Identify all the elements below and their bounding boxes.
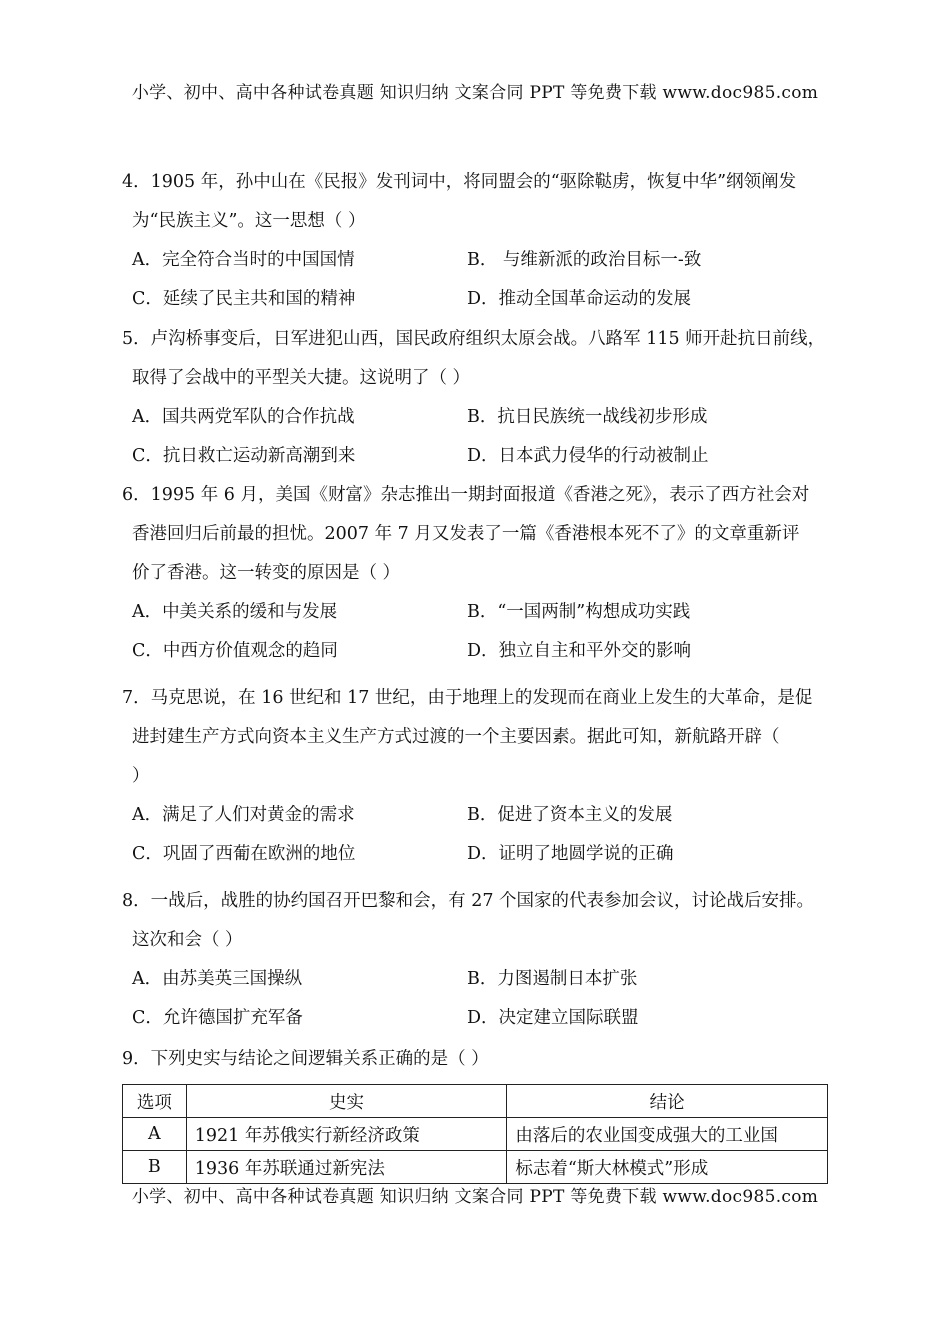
option-b: B．促进了资本主义的发展 — [467, 805, 673, 825]
option-d: D．证明了地圆学说的正确 — [467, 844, 674, 864]
table-header-cell: 史实 — [186, 1085, 507, 1118]
question-stem-line: 进封建生产方式向资本主义生产方式过渡的一个主要因素。据此可知，新航路开辟（ — [132, 727, 780, 747]
option-a: A．完全符合当时的中国国情 — [132, 250, 355, 270]
question-stem-line: 价了香港。这一转变的原因是（ ） — [132, 563, 401, 583]
option-d: D．决定建立国际联盟 — [467, 1008, 639, 1028]
question-stem-line: 8．一战后，战胜的协约国召开巴黎和会，有 27 个国家的代表参加会议，讨论战后安排。 — [122, 891, 815, 911]
option-c: C．巩固了西葡在欧洲的地位 — [132, 844, 356, 864]
option-d: D．推动全国革命运动的发展 — [467, 289, 692, 309]
option-a: A．中美关系的缓和与发展 — [132, 602, 338, 622]
table-header-row — [123, 1085, 828, 1118]
option-c: C．允许德国扩充军备 — [132, 1008, 303, 1028]
table-cell: 标志着“斯大林模式”形成 — [507, 1151, 828, 1184]
option-b: B．“一国两制”构想成功实践 — [467, 602, 691, 622]
page-header: 小学、初中、高中各种试卷真题 知识归纳 文案合同 PPT 等免费下载 www.doc985.com — [131, 83, 819, 103]
question-stem-line: 9．下列史实与结论之间逻辑关系正确的是（ ） — [122, 1049, 489, 1069]
table-cell: 1936 年苏联通过新宪法 — [186, 1151, 507, 1184]
option-d: D．日本武力侵华的行动被制止 — [467, 446, 709, 466]
question-stem-line: 取得了会战中的平型关大捷。这说明了（ ） — [132, 368, 471, 388]
table-row — [123, 1151, 828, 1184]
question-6 — [122, 476, 850, 671]
history-table — [122, 1084, 828, 1184]
question-8 — [122, 882, 850, 1038]
question-stem-line: 香港回归后前最的担忧。2007 年 7 月又发表了一篇《香港根本死不了》的文章重新评 — [132, 524, 800, 544]
table-header-cell: 选项 — [123, 1085, 187, 1118]
page-footer: 小学、初中、高中各种试卷真题 知识归纳 文案合同 PPT 等免费下载 www.doc985.com — [131, 1187, 819, 1207]
question-9 — [122, 1040, 850, 1079]
question-stem-line: 为“民族主义”。这一思想（ ） — [132, 211, 366, 231]
option-a: A．国共两党军队的合作抗战 — [132, 407, 355, 427]
question-5 — [122, 320, 850, 476]
table-cell: 1921 年苏俄实行新经济政策 — [186, 1118, 507, 1151]
table-cell: 由落后的农业国变成强大的工业国 — [507, 1118, 828, 1151]
option-c: C．抗日救亡运动新高潮到来 — [132, 446, 356, 466]
option-c: C．中西方价值观念的趋同 — [132, 641, 338, 661]
option-b: B．抗日民族统一战线初步形成 — [467, 407, 708, 427]
table-row — [123, 1118, 828, 1151]
table-cell: B — [123, 1151, 187, 1184]
question-stem-line: 7．马克思说，在 16 世纪和 17 世纪，由于地理上的发现而在商业上发生的大革命，是促 — [122, 688, 813, 708]
table-cell: A — [123, 1118, 187, 1151]
option-d: D．独立自主和平外交的影响 — [467, 641, 692, 661]
option-c: C．延续了民主共和国的精神 — [132, 289, 356, 309]
question-stem-line: ） — [132, 766, 150, 786]
question-stem-line: 4．1905 年，孙中山在《民报》发刊词中，将同盟会的“驱除鞑虏，恢复中华”纲领阐发 — [122, 172, 797, 192]
option-a: A．由苏美英三国操纵 — [132, 969, 303, 989]
question-stem-line: 5．卢沟桥事变后，日军进犯山西，国民政府组织太原会战。八路军 115 师开赴抗日前线， — [122, 329, 826, 349]
question-4 — [122, 163, 850, 319]
question-stem-line: 6．1995 年 6 月，美国《财富》杂志推出一期封面报道《香港之死》，表示了西方社会对 — [122, 485, 810, 505]
option-b: B． 与维新派的政治目标一-致 — [467, 250, 702, 270]
question-7 — [122, 679, 850, 874]
question-stem-line: 这次和会（ ） — [132, 930, 243, 950]
table-header-cell: 结论 — [507, 1085, 828, 1118]
option-b: B．力图遏制日本扩张 — [467, 969, 638, 989]
option-a: A．满足了人们对黄金的需求 — [132, 805, 355, 825]
